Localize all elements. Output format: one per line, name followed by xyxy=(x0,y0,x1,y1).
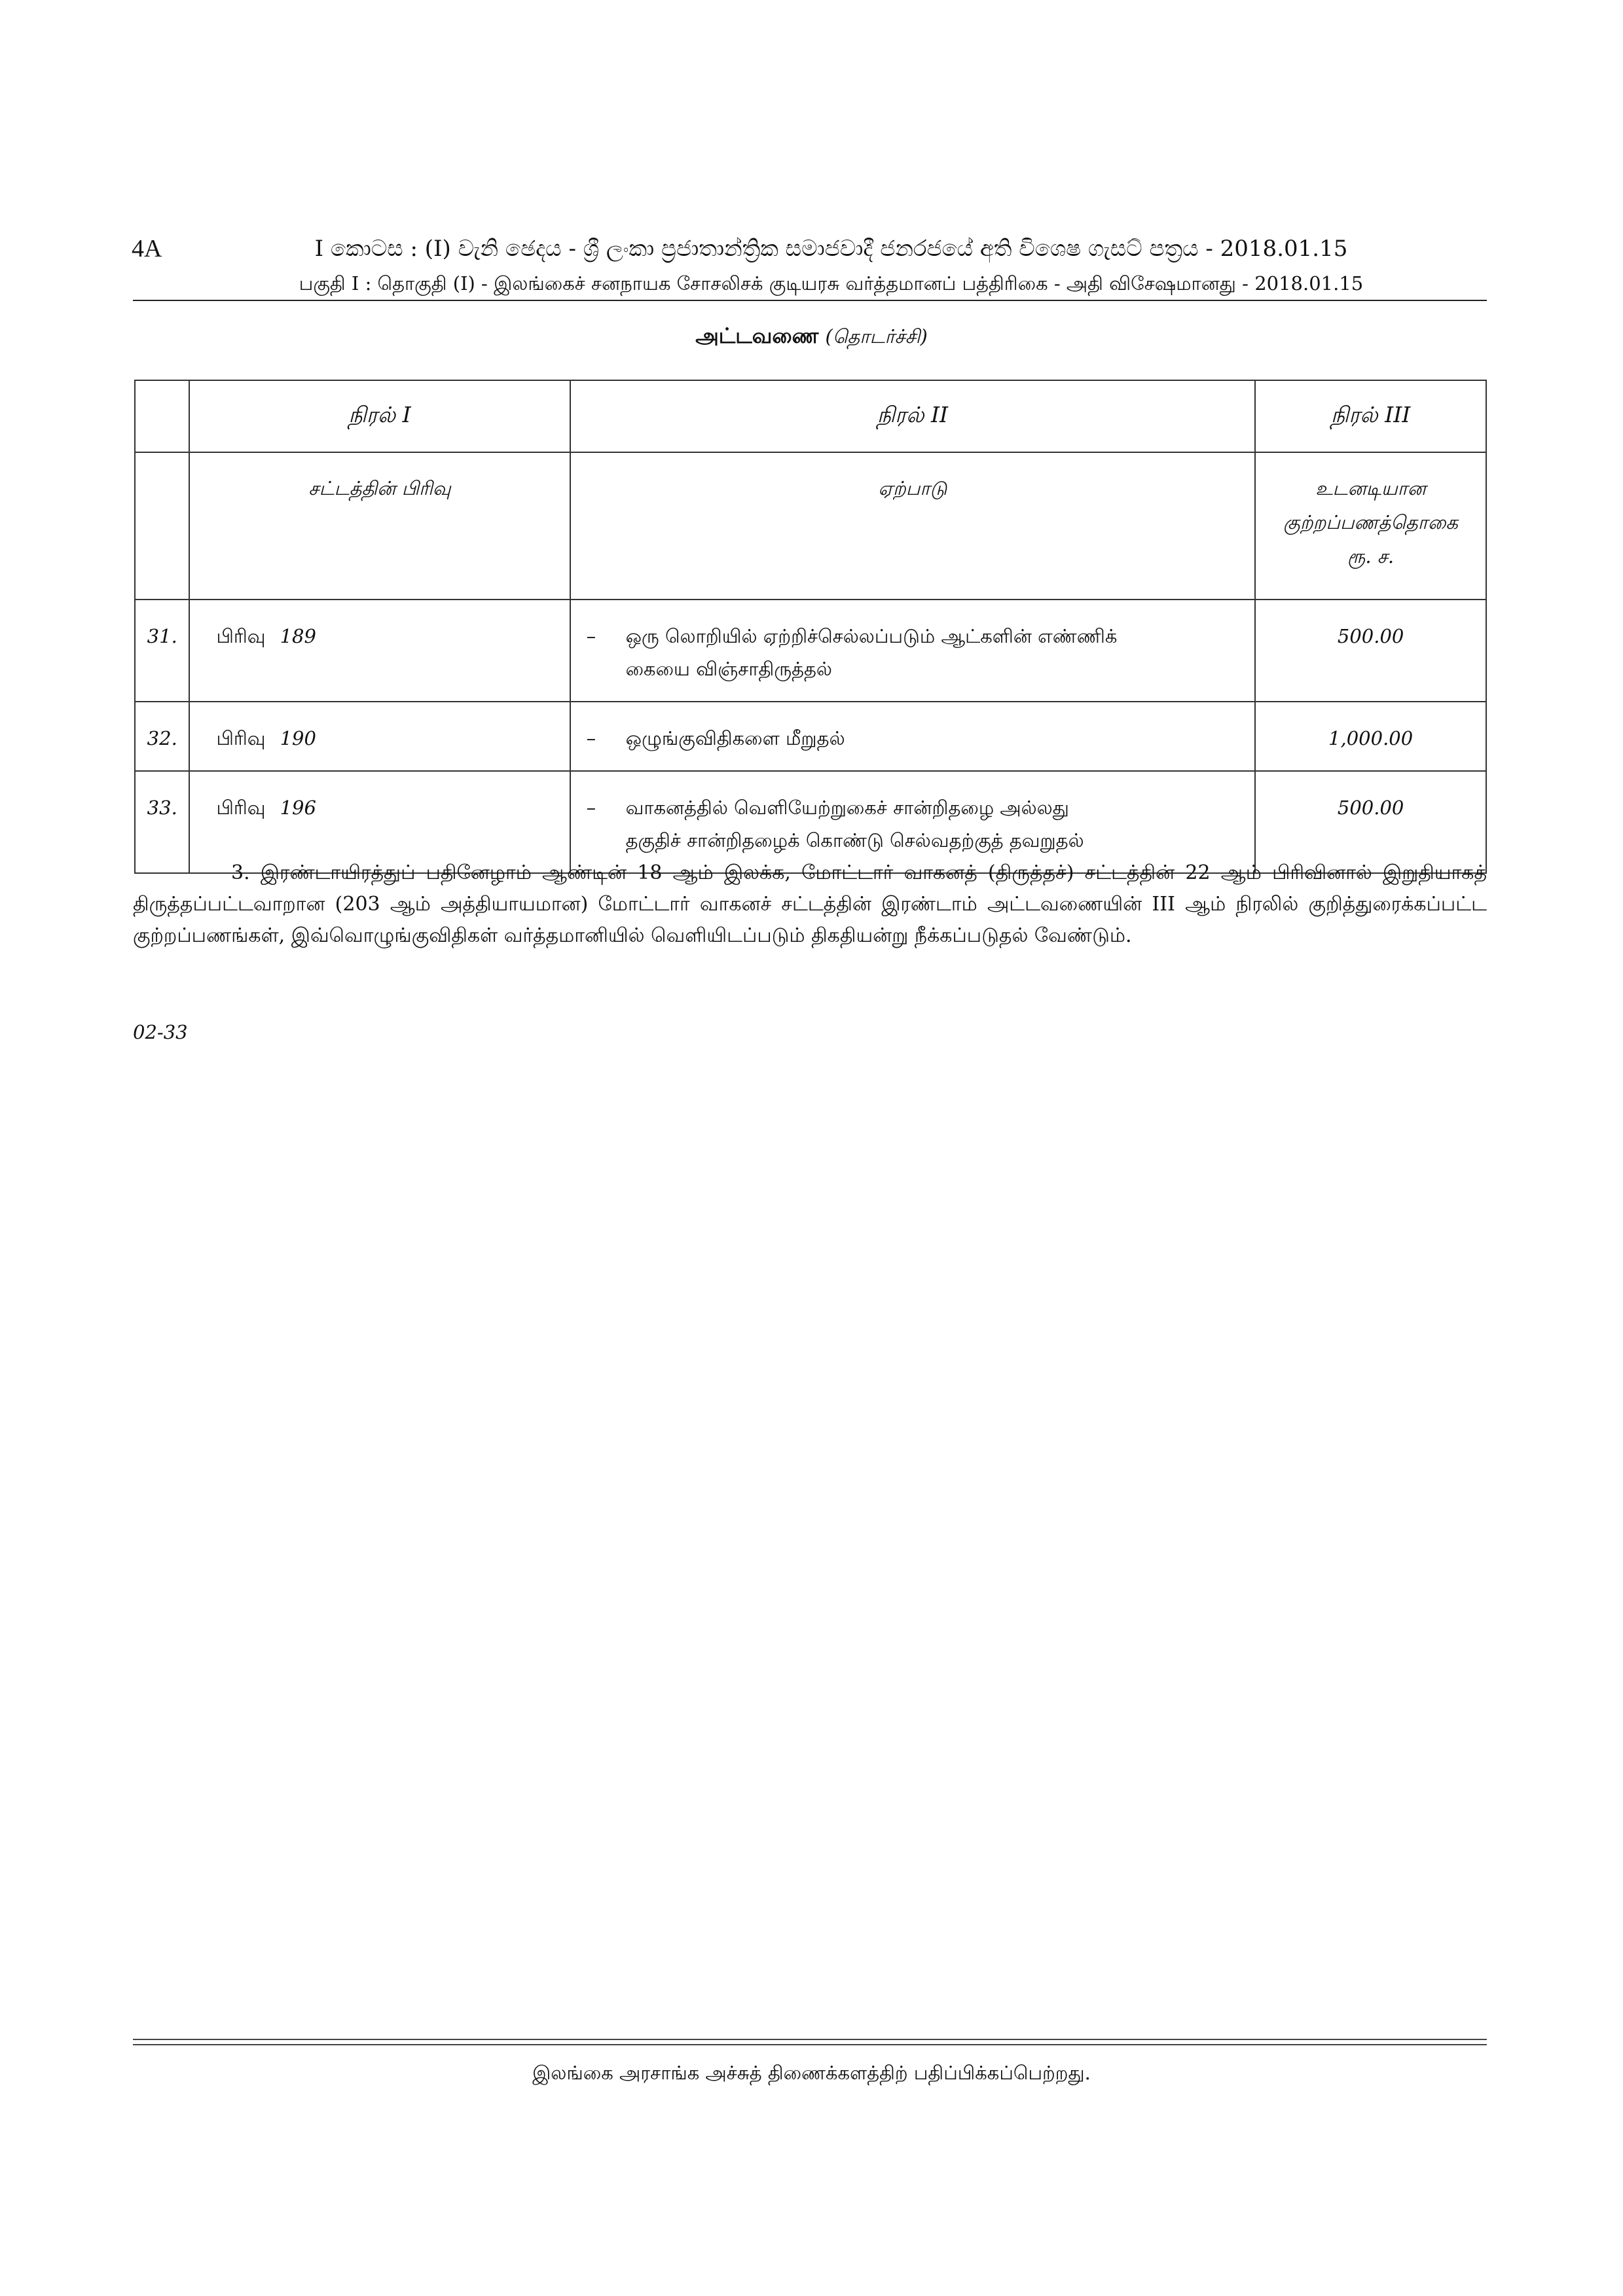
section-word: பிரிவு xyxy=(216,797,266,819)
column-header-2: நிரல் II xyxy=(570,380,1256,452)
column-header-blank xyxy=(135,380,189,452)
section-word: பிரிவு xyxy=(216,625,266,647)
subheader-fine-line1: உடனடியான xyxy=(1315,477,1426,499)
paragraph-text: 3. இரண்டாயிரத்துப் பதினேழாம் ஆண்டின் 18 ஆம் இலக்க, மோட்டார் வாகனத் (திருத்தச்) சட்டத்தின் 22 ஆம் பிரிவினால் இறுதியாகத் திருத்தப்பட்டவாறான (203 ஆம் அத்தியாயமான) மோட்டார் வாகனச் சட்டத்தின் இரண்டாம் அட்டவணையின் III ஆம் நிரலில் குறித்துரைக்கப்பட்ட குற்றப்பணங்கள், இவ்வொழுங்குவிதிகள் வர்த்தமானியில் வெளியிடப்படும் திகதியன்று நீக்கப்படுதல் வேண்டும். xyxy=(133,861,1487,947)
subheader-fine-line3: ரூ. ச. xyxy=(1347,545,1395,567)
subheader-fine xyxy=(1255,452,1486,600)
provision-dash: – xyxy=(586,727,596,749)
section-number: 190 xyxy=(280,727,316,749)
section-word: பிரிவு xyxy=(216,727,266,749)
table-column-headers xyxy=(135,380,1486,452)
row-section xyxy=(189,702,570,771)
row-provision xyxy=(570,600,1256,702)
subheader-section: சட்டத்தின் பிரிவு xyxy=(189,452,570,600)
table-row xyxy=(135,600,1486,702)
row-fine: 500.00 xyxy=(1255,600,1486,702)
provision-line: தகுதிச் சான்றிதழைக் கொண்டு செல்வதற்குத் தவறுதல் xyxy=(625,829,1084,852)
provision-dash: – xyxy=(586,797,596,819)
row-provision xyxy=(570,702,1256,771)
section-number: 189 xyxy=(280,625,316,647)
schedule-title-continued: (தொடர்ச்சி) xyxy=(825,325,928,348)
schedule-title-text: அட்டவணை xyxy=(695,323,819,348)
provision-line: ஒழுங்குவிதிகளை மீறுதல் xyxy=(625,727,845,749)
provision-line: வாகனத்தில் வெளியேற்றுகைச் சான்றிதழை அல்லது xyxy=(625,797,1069,819)
subheader-fine-line2: குற்றப்பணத்தொகை xyxy=(1283,511,1458,533)
provision-dash: – xyxy=(586,625,596,647)
page-number: 4A xyxy=(132,235,162,262)
provision-line: ஒரு லொறியில் ஏற்றிச்செல்லப்படும் ஆட்களின் எண்ணிக் xyxy=(625,625,1118,647)
subheader-blank xyxy=(135,452,189,600)
row-number: 32. xyxy=(135,702,189,771)
provision-line: கையை விஞ்சாதிருத்தல் xyxy=(625,658,832,680)
subheader-provision: ஏற்பாடு xyxy=(570,452,1256,600)
header-line-tamil: பகுதி I : தொகுதி (I) - இலங்கைச் சனநாயக சோசலிசக் குடியரசு வர்த்தமானப் பத்திரிகை - அதி விசேஷமானது - 2018.01.15 xyxy=(299,272,1364,295)
header-divider xyxy=(133,300,1487,301)
row-fine: 500.00 xyxy=(1255,771,1486,873)
reference-number: 02-33 xyxy=(133,1021,188,1043)
printer-imprint: இலங்கை அரசாங்க அச்சுத் திணைக்களத்திற் பதிப்பிக்கப்பெற்றது. xyxy=(532,2062,1091,2084)
header-line-sinhala: I කොටස : (I) වැනි ඡෙදය - ශ්‍රී ලංකා ප්‍රජාතාන්ත්‍රික සමාජවාදී ජනරජයේ අති විශෙෂ ගැසට් පත්‍රය - 2018.01.15 xyxy=(314,236,1348,262)
footer-divider xyxy=(133,2044,1487,2045)
table-subheaders xyxy=(135,452,1486,600)
column-header-1: நிரல் I xyxy=(189,380,570,452)
row-fine: 1,000.00 xyxy=(1255,702,1486,771)
section-number: 196 xyxy=(280,797,316,819)
schedule-title xyxy=(0,323,1623,351)
column-header-3: நிரல் III xyxy=(1255,380,1486,452)
row-section xyxy=(189,600,570,702)
row-number: 33. xyxy=(135,771,189,873)
schedule-table xyxy=(134,380,1487,874)
row-number: 31. xyxy=(135,600,189,702)
table-row xyxy=(135,702,1486,771)
footer-divider xyxy=(133,2039,1487,2040)
body-paragraph xyxy=(133,857,1487,952)
